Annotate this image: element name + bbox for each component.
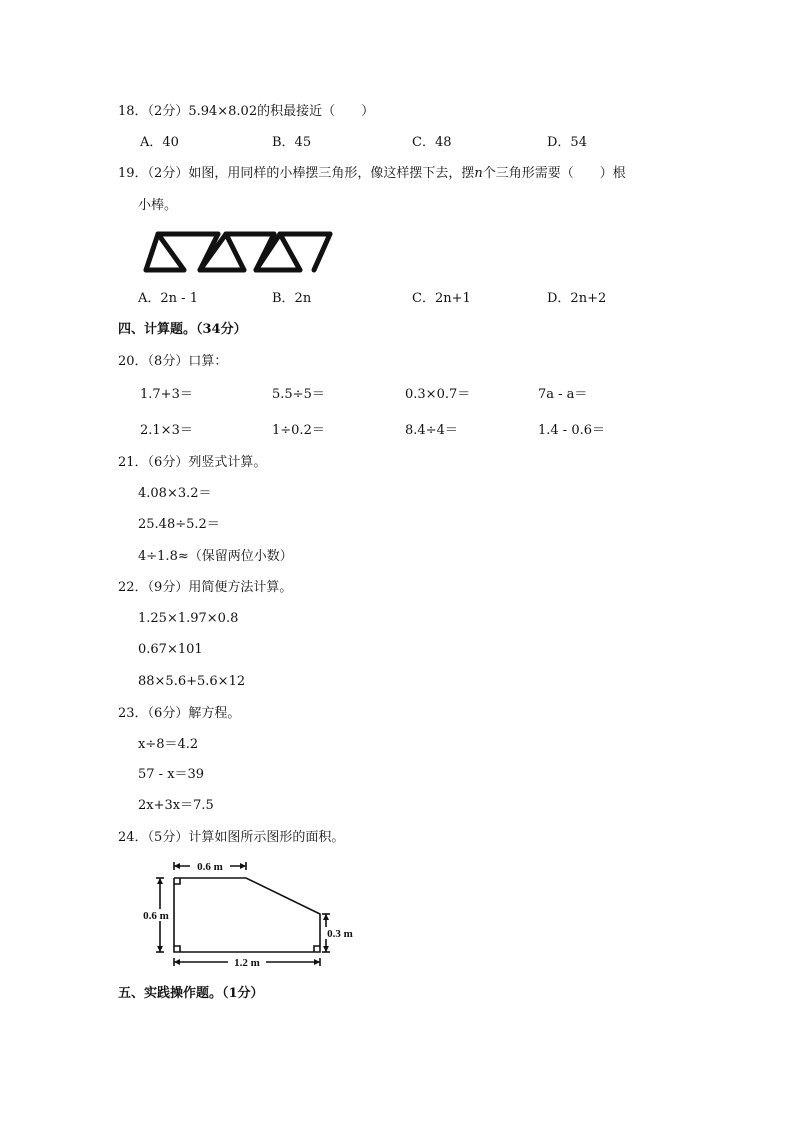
q21-item1: 4.08×3.2＝	[138, 486, 212, 501]
q23-item3: 2x+3x＝7.5	[138, 798, 214, 813]
area-figure	[138, 858, 362, 970]
q21-stem: 21．（6分）列竖式计算。	[118, 455, 267, 470]
section-5-heading: 五、实践操作题。（1分）	[118, 986, 264, 1001]
q19-option-a: A．2n - 1	[138, 291, 198, 306]
q20-row1-item1: 1.7+3＝	[140, 387, 193, 402]
q22-item2: 0.67×101	[138, 642, 203, 657]
q19-stem	[118, 166, 626, 182]
q18-option-c: C．48	[412, 135, 452, 150]
q19-stem-continuation: 小棒。	[138, 198, 178, 213]
q19-stem-a: 19．（2分）如图，用同样的小棒摆三角形，像这样摆下去，摆	[118, 166, 475, 181]
q20-row1-item4: 7a - a＝	[538, 387, 588, 402]
q18-stem: 18．（2分）5.94×8.02的积最接近（ ）	[118, 104, 375, 119]
q24-stem: 24．（5分）计算如图所示图形的面积。	[118, 830, 345, 845]
q20-stem: 20．（8分）口算：	[118, 354, 228, 369]
figure-bottom-label: 1.2 m	[234, 957, 260, 969]
q19-stem-b: 个三角形需要（ ）根	[482, 166, 626, 181]
q18-option-d: D．54	[547, 135, 587, 150]
q23-stem: 23．（6分）解方程。	[118, 706, 241, 721]
q22-item1: 1.25×1.97×0.8	[138, 611, 239, 626]
q18-option-b: B．45	[272, 135, 312, 150]
q19-option-b: B．2n	[272, 291, 312, 306]
stick-triangles-figure	[140, 226, 334, 276]
q19-stem-n: n	[474, 166, 483, 181]
q19-option-c: C．2n+1	[412, 291, 471, 306]
q18-option-a: A．40	[140, 135, 179, 150]
q23-item1: x÷8＝4.2	[138, 737, 199, 752]
q20-row1-item3: 0.3×0.7＝	[405, 387, 471, 402]
q23-item2: 57 - x＝39	[138, 767, 205, 782]
q19-option-d: D．2n+2	[547, 291, 607, 306]
q21-item3: 4÷1.8≈（保留两位小数）	[138, 549, 293, 564]
q20-row2-item1: 2.1×3＝	[140, 423, 193, 438]
q21-item2: 25.48÷5.2＝	[138, 517, 220, 532]
figure-right-label: 0.3 m	[327, 928, 353, 940]
q22-stem: 22．（9分）用简便方法计算。	[118, 580, 293, 595]
section-4-heading: 四、计算题。（34分）	[118, 322, 247, 337]
figure-left-label: 0.6 m	[143, 910, 169, 922]
q22-item3: 88×5.6+5.6×12	[138, 674, 246, 689]
q20-row2-item2: 1÷0.2＝	[272, 423, 325, 438]
q20-row2-item3: 8.4÷4＝	[405, 423, 458, 438]
q20-row2-item4: 1.4 - 0.6＝	[538, 423, 606, 438]
q20-row1-item2: 5.5÷5＝	[272, 387, 325, 402]
figure-top-label: 0.6 m	[197, 861, 223, 873]
